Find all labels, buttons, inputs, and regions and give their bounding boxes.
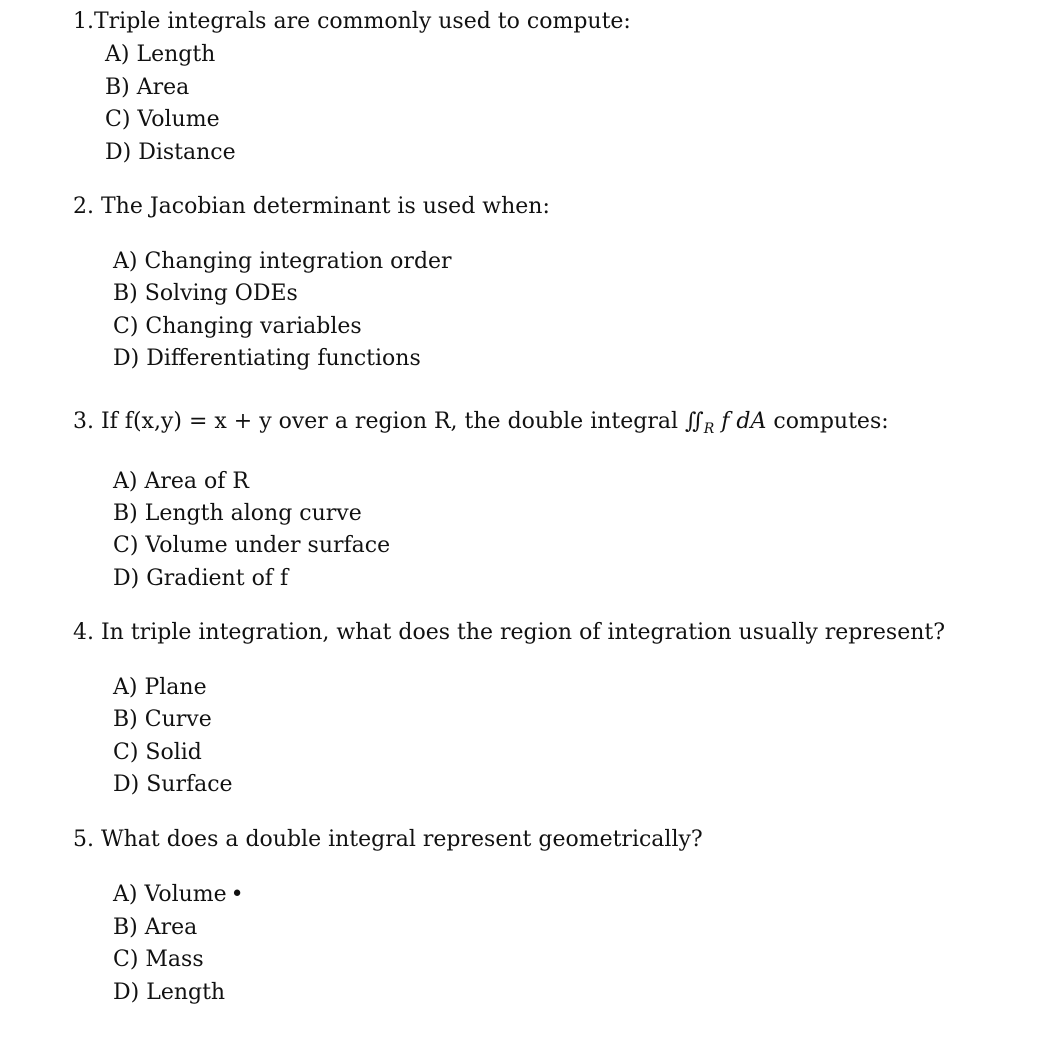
q1-option-b[interactable]: B) Area bbox=[105, 75, 190, 100]
question-5: 5. What does a double integral represent geometrically? bbox=[73, 827, 703, 852]
question-3 bbox=[73, 408, 889, 443]
q5-option-b[interactable]: B) Area bbox=[113, 915, 198, 940]
q5-option-c[interactable]: C) Mass bbox=[113, 947, 204, 972]
q5-option-a[interactable] bbox=[113, 881, 244, 909]
q3-option-d[interactable]: D) Gradient of f bbox=[113, 566, 289, 591]
q5-option-a-label: A) Volume bbox=[113, 882, 227, 907]
q5-option-d[interactable]: D) Length bbox=[113, 980, 226, 1005]
question-2: 2. The Jacobian determinant is used when: bbox=[73, 194, 550, 219]
integral-symbol: ∬ bbox=[685, 409, 704, 434]
q4-option-d[interactable]: D) Surface bbox=[113, 772, 233, 797]
q1-option-c[interactable]: C) Volume bbox=[105, 107, 220, 132]
q3-option-c[interactable]: C) Volume under surface bbox=[113, 533, 391, 558]
q3-option-a[interactable]: A) Area of R bbox=[113, 469, 249, 494]
question-3-text-after: computes: bbox=[773, 409, 889, 434]
question-3-text-before: 3. If f(x,y) = x + y over a region R, the double integral bbox=[73, 409, 679, 434]
q2-option-b[interactable]: B) Solving ODEs bbox=[113, 281, 298, 306]
q2-option-c[interactable]: C) Changing variables bbox=[113, 314, 362, 339]
q2-option-d[interactable]: D) Differentiating functions bbox=[113, 346, 421, 371]
q1-option-d[interactable]: D) Distance bbox=[105, 140, 236, 165]
integrand: f dA bbox=[721, 409, 767, 434]
q3-option-b[interactable]: B) Length along curve bbox=[113, 501, 362, 526]
question-1: 1.Triple integrals are commonly used to compute: bbox=[73, 9, 631, 34]
q2-option-a[interactable]: A) Changing integration order bbox=[113, 249, 452, 274]
selected-bullet-icon: • bbox=[230, 882, 244, 907]
q4-option-a[interactable]: A) Plane bbox=[113, 675, 207, 700]
integral-subscript: R bbox=[703, 421, 715, 437]
q4-option-c[interactable]: C) Solid bbox=[113, 740, 202, 765]
question-4: 4. In triple integration, what does the region of integration usually represent? bbox=[73, 620, 946, 645]
q1-option-a[interactable]: A) Length bbox=[105, 42, 216, 67]
q4-option-b[interactable]: B) Curve bbox=[113, 707, 212, 732]
